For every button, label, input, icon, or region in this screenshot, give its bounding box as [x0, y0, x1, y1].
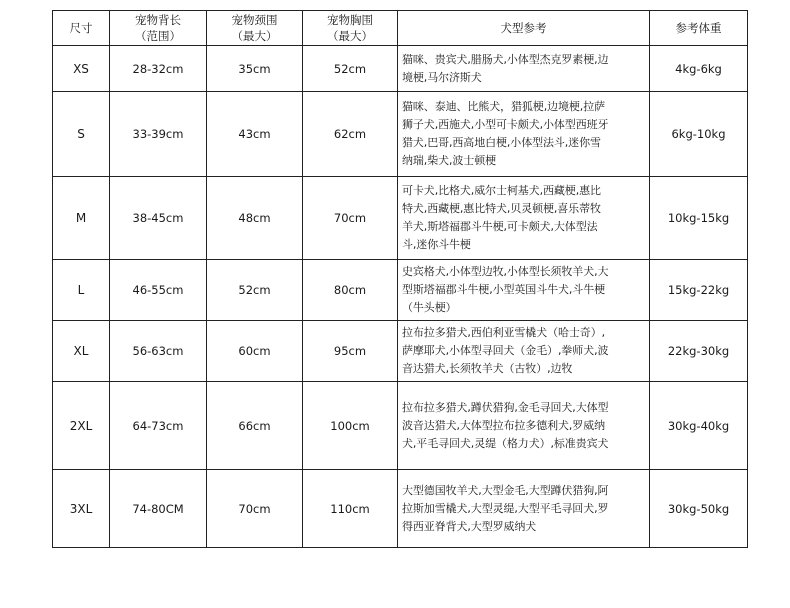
back-length-cell: 33-39cm [110, 92, 207, 177]
size-cell: 2XL [53, 382, 110, 470]
breeds-line: 拉布拉多猎犬,蹲伏猎狗,金毛寻回犬,大体型 [402, 400, 609, 414]
breeds-line: 斗,迷你斗牛梗 [402, 238, 471, 251]
chest-cell: 100cm [303, 382, 398, 470]
breeds-cell [398, 177, 650, 260]
breeds-cell [398, 260, 650, 321]
breeds-line: 犬,平毛寻回犬,灵缇（格力犬）,标准贵宾犬 [402, 436, 609, 450]
breeds-line: 猫咪、泰迪、比熊犬，猎狐梗,边境梗,拉萨 [402, 100, 605, 113]
breeds-line: 境梗,马尔济斯犬 [402, 70, 482, 84]
chest-cell: 80cm [303, 260, 398, 321]
table-row [53, 177, 748, 260]
header-row [53, 11, 748, 46]
neck-cell: 66cm [207, 382, 303, 470]
size-cell: M [53, 177, 110, 260]
table-row [53, 46, 748, 92]
neck-cell: 35cm [207, 46, 303, 92]
size-cell: XL [53, 321, 110, 382]
table-row [53, 92, 748, 177]
header-size-label: 尺寸 [69, 21, 93, 35]
header-breeds [398, 11, 650, 46]
breeds-line: 特犬,西藏梗,惠比特犬,贝灵顿梗,喜乐蒂牧 [402, 202, 601, 215]
header-back-length-label: 宠物背长 [135, 13, 181, 27]
weight-cell: 22kg-30kg [650, 321, 748, 382]
neck-cell: 43cm [207, 92, 303, 177]
breeds-cell [398, 46, 650, 92]
chest-cell: 95cm [303, 321, 398, 382]
size-chart-table [52, 10, 748, 548]
header-chest [303, 11, 398, 46]
breeds-line: 型斯塔福郡斗牛梗,小型英国斗牛犬,斗牛梗 [402, 283, 605, 296]
header-back-length-note: （范围） [135, 29, 181, 43]
neck-cell: 48cm [207, 177, 303, 260]
neck-cell: 70cm [207, 470, 303, 548]
weight-cell: 30kg-40kg [650, 382, 748, 470]
back-length-cell: 56-63cm [110, 321, 207, 382]
back-length-cell: 38-45cm [110, 177, 207, 260]
breeds-line: 波音达猎犬,大体型拉布拉多德利犬,罗威纳 [402, 418, 605, 432]
back-length-cell: 28-32cm [110, 46, 207, 92]
breeds-line: 拉斯加雪橇犬,大型灵缇,大型平毛寻回犬,罗 [402, 501, 609, 515]
breeds-line: 猎犬,巴哥,西高地白梗,小体型法斗,迷你雪 [402, 136, 601, 149]
chest-cell: 70cm [303, 177, 398, 260]
breeds-cell [398, 382, 650, 470]
breeds-line: 狮子犬,西施犬,小型可卡颇犬,小体型西班牙 [402, 118, 609, 131]
header-chest-note: （最大） [327, 29, 373, 43]
weight-cell: 6kg-10kg [650, 92, 748, 177]
breeds-line: 大型德国牧羊犬,大型金毛,大型蹲伏猎狗,阿 [402, 483, 609, 497]
chest-cell: 52cm [303, 46, 398, 92]
header-neck-note: （最大） [231, 29, 278, 43]
header-chest-label: 宠物胸围 [327, 13, 373, 27]
size-cell: L [53, 260, 110, 321]
breeds-line: 纳瑞,柴犬,波士顿梗 [402, 154, 496, 167]
breeds-line: 音达猎犬,长须牧羊犬（古牧）,边牧 [402, 362, 573, 375]
header-weight [650, 11, 748, 46]
size-cell: XS [53, 46, 110, 92]
table-row [53, 470, 748, 548]
back-length-cell: 46-55cm [110, 260, 207, 321]
header-size [53, 11, 110, 46]
header-back-length [110, 11, 207, 46]
chest-cell: 110cm [303, 470, 398, 548]
back-length-cell: 74-80CM [110, 470, 207, 548]
breeds-line: 得西亚脊背犬,大型罗威纳犬 [402, 519, 537, 533]
breeds-cell [398, 321, 650, 382]
breeds-line: 萨摩耶犬,小体型寻回犬（金毛）,拳师犬,波 [402, 344, 609, 357]
table-row [53, 260, 748, 321]
weight-cell: 15kg-22kg [650, 260, 748, 321]
breeds-line: 猫咪、贵宾犬,腊肠犬,小体型杰克罗素梗,边 [402, 52, 609, 66]
size-cell: S [53, 92, 110, 177]
weight-cell: 10kg-15kg [650, 177, 748, 260]
breeds-line: 羊犬,斯塔福郡斗牛梗,可卡颇犬,大体型法 [402, 220, 598, 233]
back-length-cell: 64-73cm [110, 382, 207, 470]
header-neck [207, 11, 303, 46]
breeds-line: 史宾格犬,小体型边牧,小体型长须牧羊犬,大 [402, 265, 609, 278]
table-row [53, 382, 748, 470]
header-weight-label: 参考体重 [675, 21, 722, 35]
header-breeds-label: 犬型参考 [500, 21, 547, 35]
breeds-cell [398, 92, 650, 177]
header-neck-label: 宠物颈围 [231, 13, 278, 27]
neck-cell: 60cm [207, 321, 303, 382]
chest-cell: 62cm [303, 92, 398, 177]
breeds-cell [398, 470, 650, 548]
breeds-line: 拉布拉多猎犬,西伯利亚雪橇犬（哈士奇）, [402, 326, 605, 339]
weight-cell: 30kg-50kg [650, 470, 748, 548]
table-row [53, 321, 748, 382]
weight-cell: 4kg-6kg [650, 46, 748, 92]
size-cell: 3XL [53, 470, 110, 548]
neck-cell: 52cm [207, 260, 303, 321]
breeds-line: （牛头梗） [402, 301, 457, 314]
breeds-line: 可卡犬,比格犬,威尔士柯基犬,西藏梗,惠比 [402, 184, 601, 197]
